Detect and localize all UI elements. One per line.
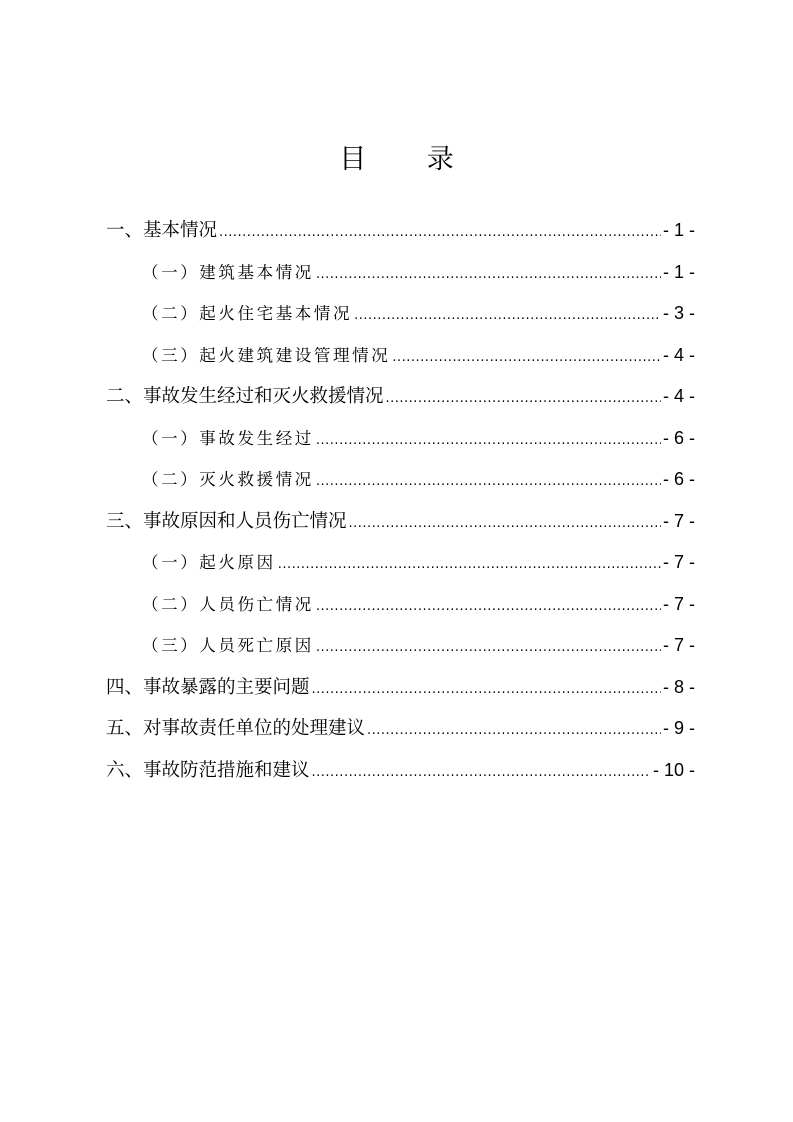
toc-dot-leader: [316, 461, 661, 503]
toc-dot-leader: [219, 212, 661, 254]
toc-entry-text: （二）起火住宅基本情况: [142, 304, 353, 323]
toc-dot-leader: [367, 710, 661, 752]
toc-entry-basic-info[interactable]: [106, 210, 695, 252]
toc-entry-firefighting-rescue[interactable]: [106, 459, 695, 501]
toc-entry-text: （二）灭火救援情况: [142, 470, 314, 489]
toc-page-number: - 4 -: [662, 344, 695, 365]
toc-page-number: - 7 -: [662, 510, 695, 531]
table-of-contents: [106, 210, 695, 791]
toc-page-number: - 6 -: [662, 469, 695, 489]
toc-entry-cause-and-casualties[interactable]: [106, 501, 695, 543]
toc-dot-leader: [316, 586, 661, 628]
toc-page-number: - 9 -: [662, 718, 695, 738]
toc-dot-leader: [316, 254, 661, 296]
toc-entry-text: 一、基本情况: [106, 220, 218, 241]
toc-dot-leader: [316, 420, 661, 462]
toc-entry-handling-suggestions[interactable]: [106, 708, 695, 750]
toc-entry-building-basic-info[interactable]: [106, 252, 695, 294]
toc-dot-leader: [392, 337, 661, 379]
toc-entry-text: （三）起火建筑建设管理情况: [142, 345, 391, 365]
toc-page-number: - 1 -: [662, 261, 695, 282]
toc-entry-text: 五、对事故责任单位的处理建议: [106, 718, 366, 739]
toc-entry-incident-course[interactable]: [106, 418, 695, 460]
toc-entry-text: （一）建筑基本情况: [142, 262, 314, 282]
page-title: 目 录: [339, 144, 480, 175]
toc-dot-leader: [386, 378, 661, 420]
toc-entry-text: （二）人员伤亡情况: [142, 594, 314, 614]
toc-page-number: - 10 -: [652, 759, 695, 780]
toc-entry-text: （一）事故发生经过: [142, 428, 314, 448]
toc-entry-text: 六、事故防范措施和建议: [106, 759, 310, 781]
toc-page-number: - 6 -: [662, 427, 695, 448]
toc-entry-death-cause[interactable]: [106, 625, 695, 667]
toc-page-number: - 7 -: [662, 635, 695, 655]
toc-entry-text: （三）人员死亡原因: [142, 636, 314, 655]
toc-entry-text: 三、事故原因和人员伤亡情况: [106, 510, 347, 532]
toc-dot-leader: [312, 752, 651, 794]
toc-dot-leader: [312, 669, 661, 711]
toc-page-number: - 7 -: [662, 593, 695, 614]
toc-dot-leader: [354, 295, 661, 337]
toc-entry-incident-and-rescue[interactable]: [106, 376, 695, 418]
toc-dot-leader: [278, 544, 661, 586]
toc-entry-fire-cause[interactable]: [106, 542, 695, 584]
toc-entry-casualties[interactable]: [106, 584, 695, 626]
toc-entry-text: （一）起火原因: [142, 553, 276, 572]
toc-page-number: - 7 -: [662, 552, 695, 572]
toc-dot-leader: [316, 627, 661, 669]
toc-page-number: - 3 -: [662, 303, 695, 323]
toc-page-number: - 4 -: [662, 386, 695, 406]
toc-entry-text: 四、事故暴露的主要问题: [106, 676, 310, 698]
toc-page-number: - 8 -: [662, 676, 695, 697]
toc-entry-fire-residence-info[interactable]: [106, 293, 695, 335]
toc-entry-prevention-measures[interactable]: [106, 750, 695, 792]
toc-entry-construction-management[interactable]: [106, 335, 695, 377]
toc-dot-leader: [349, 503, 661, 545]
toc-entry-main-problems[interactable]: [106, 667, 695, 709]
toc-entry-text: 二、事故发生经过和灭火救援情况: [106, 386, 384, 407]
toc-page-number: - 1 -: [662, 220, 695, 240]
